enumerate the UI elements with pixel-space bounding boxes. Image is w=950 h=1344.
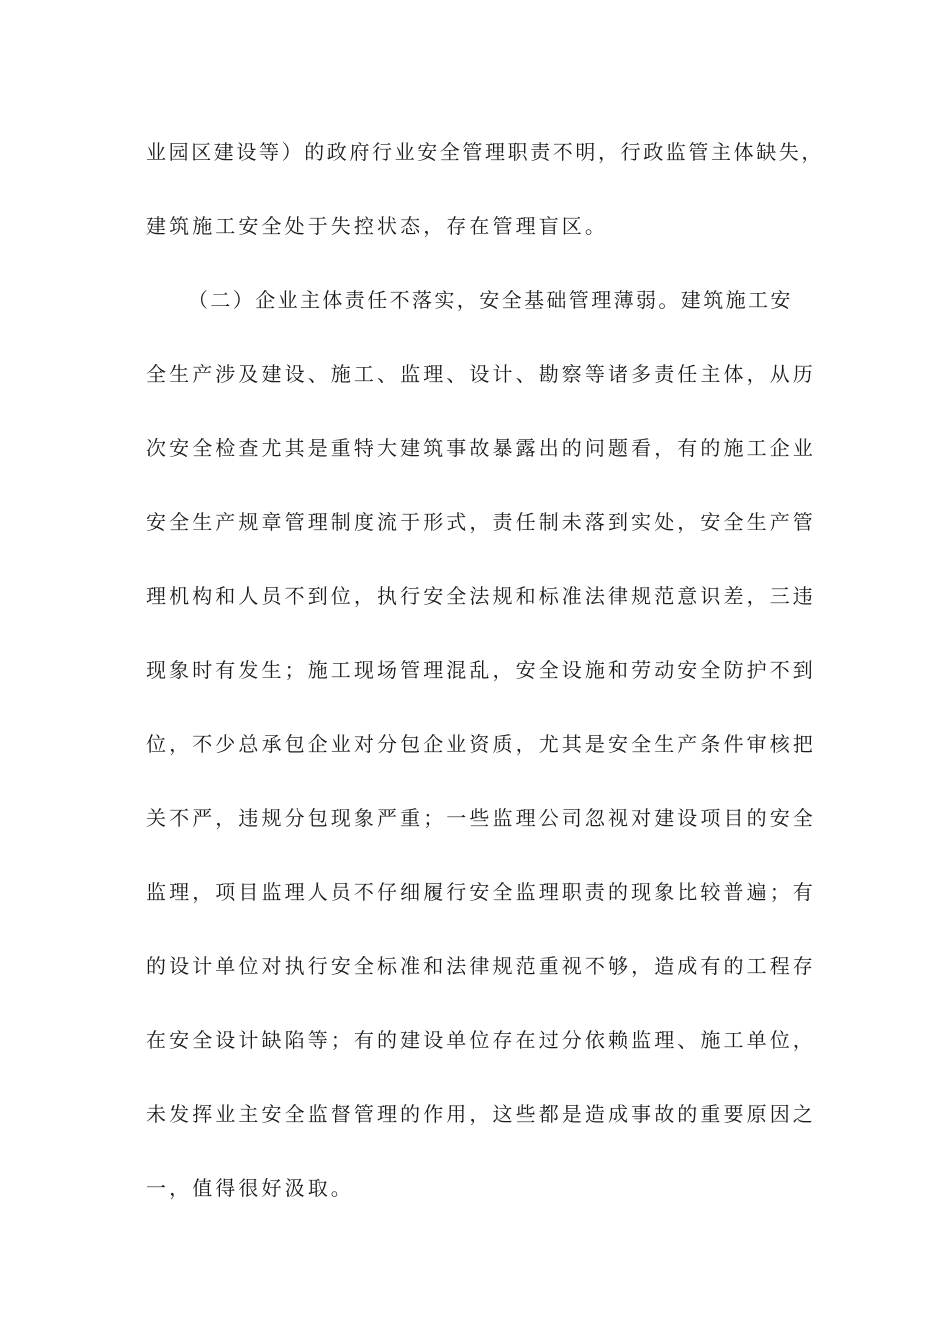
paragraph-2-line-4: 安全生产规章管理制度流于形式，责任制未落到实处，安全生产管 [146,510,816,534]
paragraph-2-line-13: 一，值得很好汲取。 [146,1176,354,1200]
paragraph-2-line-3: 次安全检查尤其是重特大建筑事故暴露出的问题看，有的施工企业 [146,436,816,460]
paragraph-2-line-8: 关不严，违规分包现象严重；一些监理公司忽视对建设项目的安全 [146,806,816,830]
paragraph-2-line-1: （二）企业主体责任不落实，安全基础管理薄弱。建筑施工安 [188,288,793,312]
paragraph-2-line-9: 监理，项目监理人员不仔细履行安全监理职责的现象比较普遍；有 [146,880,816,904]
paragraph-1-line-2: 建筑施工安全处于失控状态，存在管理盲区。 [146,214,608,238]
paragraph-2-line-5: 理机构和人员不到位，执行安全法规和标准法律规范意识差，三违 [146,584,816,608]
paragraph-2-line-6: 现象时有发生；施工现场管理混乱，安全设施和劳动安全防护不到 [146,658,816,682]
paragraph-2-line-11: 在安全设计缺陷等；有的建设单位存在过分依赖监理、施工单位， [146,1028,816,1052]
paragraph-2-line-10: 的设计单位对执行安全标准和法律规范重视不够，造成有的工程存 [146,954,816,978]
paragraph-2-line-7: 位，不少总承包企业对分包企业资质，尤其是安全生产条件审核把 [146,732,816,756]
paragraph-2-line-2: 全生产涉及建设、施工、监理、设计、勘察等诸多责任主体，从历 [146,362,816,386]
paragraph-1-line-1: 业园区建设等）的政府行业安全管理职责不明，行政监管主体缺失， [146,140,824,164]
paragraph-2-line-12: 未发挥业主安全监督管理的作用，这些都是造成事故的重要原因之 [146,1102,816,1126]
